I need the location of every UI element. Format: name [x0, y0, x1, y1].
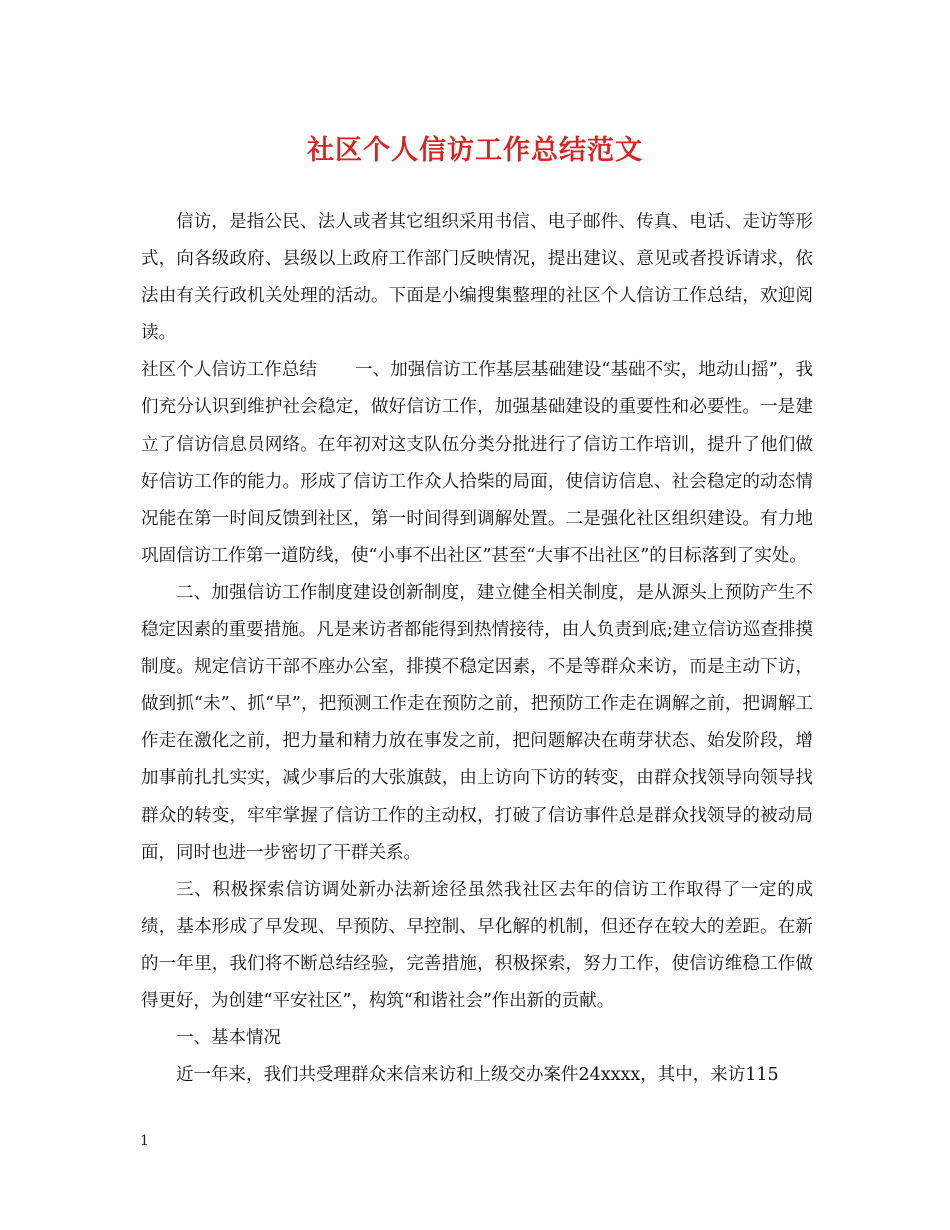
inline-heading: 社区个人信访工作总结	[141, 360, 317, 381]
paragraph-section-1-text: 一、加强信访工作基层基础建设“基础不实，地动山摇”，我们充分认识到维护社会稳定，做好信访工作，加强基础建设的重要性和必要性。一是建立了信访信息员网络。在年初对这支队伍分类分批进行了信访工作培训，提升了他们做好信访工作的能力。形成了信访工作众人拾柴的局面，使信访信息、社会稳定的动态情况能在第一时间反馈到社区，第一时间得到调解处置。二是强化社区组织建设。有力地巩固信访工作第一道防线，使“小事不出社区”甚至“大事不出社区”的目标落到了实处。	[141, 360, 813, 566]
paragraph-basic-heading: 一、基本情况	[176, 1028, 281, 1049]
paragraph-section-3: 三、积极探索信访调处新办法新途径虽然我社区去年的信访工作取得了一定的成绩，基本形成了早发现、早预防、早控制、早化解的机制，但还存在较大的差距。在新的一年里，我们将不断总结经验，完善措施，积极探索，努力工作，使信访维稳工作做得更好，为创建“平安社区”，构筑“和谐社会”作出新的贡献。	[141, 879, 813, 1011]
paragraph-section-2: 二、加强信访工作制度建设创新制度，建立健全相关制度，是从源头上预防产生不稳定因素的重要措施。凡是来访者都能得到热情接待，由人负责到底;建立信访巡查排摸制度。规定信访干部不座办公室，排摸不稳定因素，不是等群众来访，而是主动下访，做到抓“未”、抓“早”，把预测工作走在预防之前，把预防工作走在调解之前，把调解工作走在激化之前，把力量和精力放在事发之前，把问题解决在萌芽状态、始发阶段，增加事前扎扎实实，减少事后的大张旗鼓，由上访向下访的转变，由群众找领导向领导找群众的转变，牢牢掌握了信访工作的主动权，打破了信访事件总是群众找领导的被动局面，同时也进一步密切了干群关系。	[141, 582, 813, 863]
page-number: 1	[140, 1133, 149, 1149]
page-title: 社区个人信访工作总结范文	[307, 135, 643, 166]
paragraph-intro: 信访，是指公民、法人或者其它组织采用书信、电子邮件、传真、电话、走访等形式，向各级政府、县级以上政府工作部门反映情况，提出建议、意见或者投诉请求，依法由有关行政机关处理的活动。下面是小编搜集整理的社区个人信访工作总结，欢迎阅读。	[141, 212, 813, 344]
document-body	[141, 204, 813, 1094]
paragraph-basic-text: 近一年来，我们共受理群众来信来访和上级交办案件24xxxx，其中，来访115	[176, 1065, 779, 1086]
paragraph-section-1	[141, 352, 813, 575]
